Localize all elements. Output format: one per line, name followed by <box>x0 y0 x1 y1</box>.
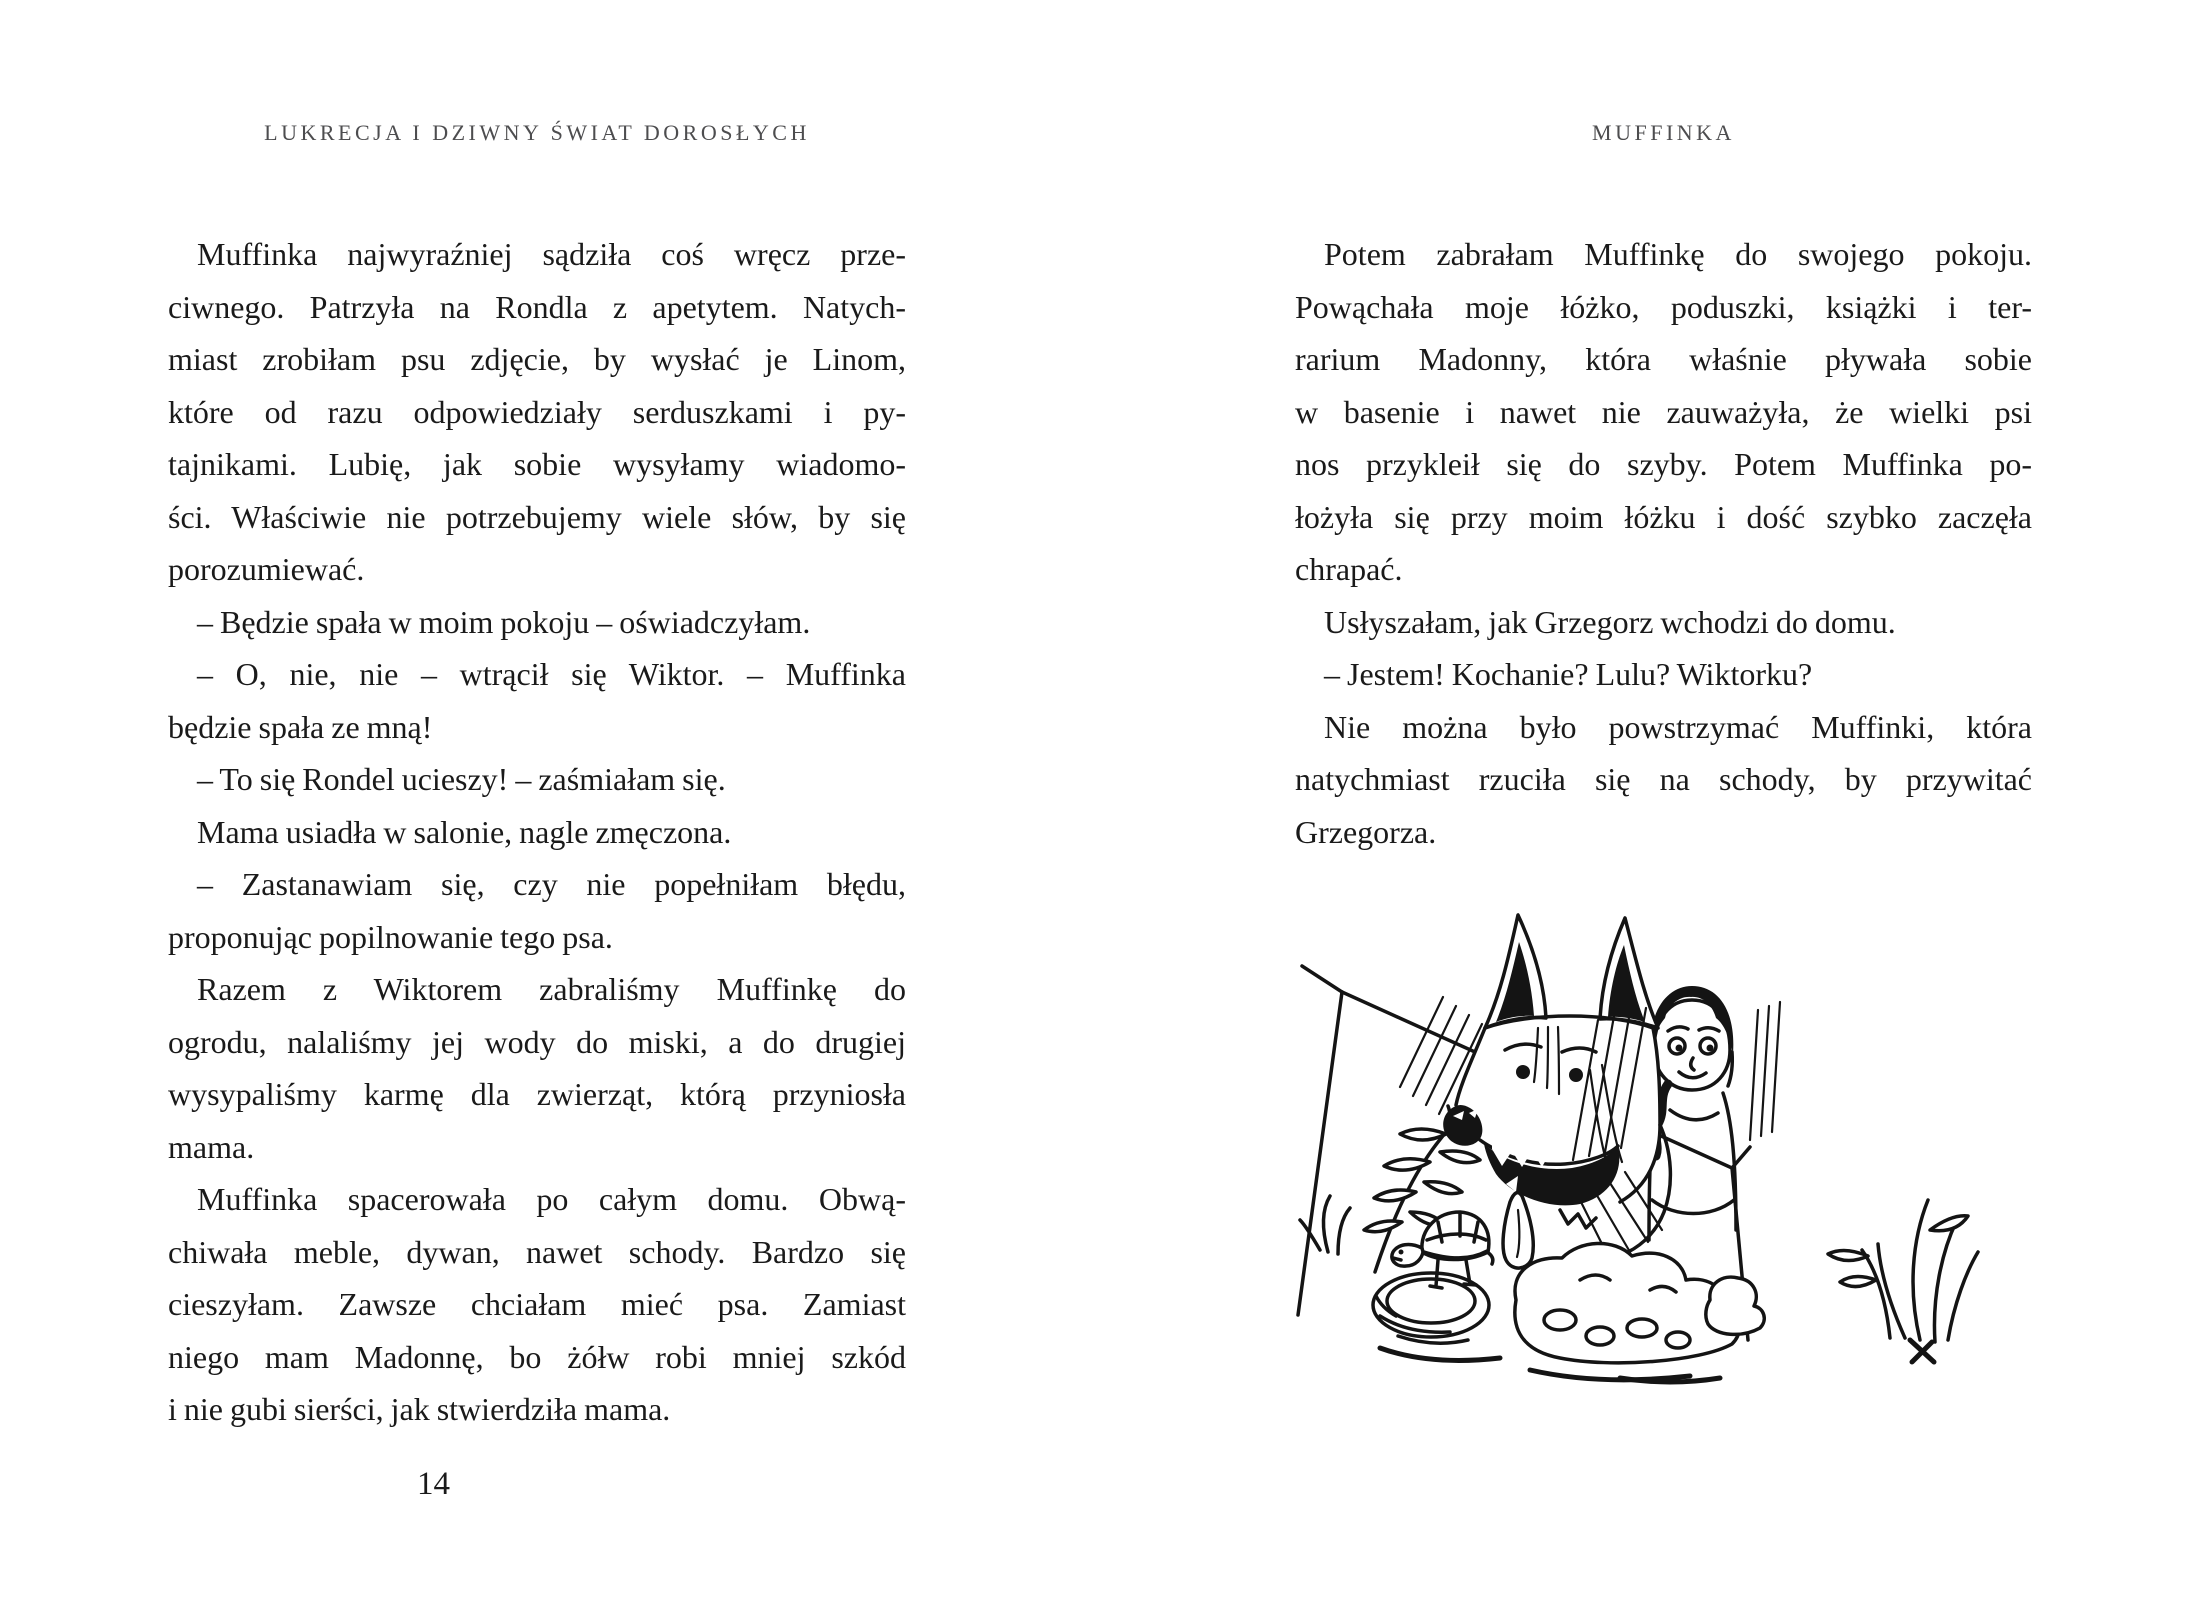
right-page-text <box>1295 228 2032 858</box>
text-line: cieszyłam. Zawsze chciałam mieć psa. Zamiast <box>168 1286 906 1322</box>
right-running-head: MUFFINKA <box>1592 120 1735 145</box>
text-line: – O, nie, nie – wtrącił się Wiktor. – Muffinka <box>197 656 906 692</box>
text-line: rarium Madonny, która właśnie pływała sobie <box>1295 341 2032 377</box>
text-line: które od razu odpowiedziały serduszkami i py- <box>168 393 906 430</box>
terrarium-scene <box>1280 900 2000 1480</box>
text-line: Razem z Wiktorem zabraliśmy Muffinkę do <box>197 971 906 1007</box>
text-line: nos przykleił się do szyby. Potem Muffinka po- <box>1295 446 2032 482</box>
text-line: tajnikami. Lubię, jak sobie wysyłamy wiadomo- <box>168 446 906 482</box>
text-line: miast zrobiłam psu zdjęcie, by wysłać je Linom, <box>168 341 906 377</box>
text-line: mama. <box>168 1128 255 1165</box>
text-line: niego mam Madonnę, bo żółw robi mniej szkód <box>168 1338 906 1375</box>
text-line: Usłyszałam, jak Grzegorz wchodzi do domu. <box>1324 603 1896 640</box>
text-line: Mama usiadła w salonie, nagle zmęczona. <box>197 813 732 850</box>
text-line: – Zastanawiam się, czy nie popełniłam błędu, <box>197 866 906 902</box>
text-line: Nie można było powstrzymać Muffinki, która <box>1324 708 2032 745</box>
dog-right-eye <box>1569 1068 1583 1082</box>
text-line: Grzegorza. <box>1295 813 1437 850</box>
glass-hatching-right <box>1750 1002 1780 1140</box>
text-line: w basenie i nawet nie zauważyła, że wielki psi <box>1295 393 2032 430</box>
turtle-head <box>1392 1245 1423 1267</box>
left-running-head: LUKRECJA I DZIWNY ŚWIAT DOROSŁYCH <box>264 120 810 145</box>
text-line: łożyła się przy moim łóżku i dość szybko zaczęła <box>1295 498 2032 535</box>
text-line: porozumiewać. <box>168 551 365 587</box>
text-line: Muffinka spacerowała po całym domu. Obwą- <box>197 1181 906 1217</box>
plant-right <box>1828 1200 1978 1362</box>
terrarium-illustration <box>1280 900 2000 1480</box>
text-line: Potem zabrałam Muffinkę do swojego pokoju. <box>1324 236 2032 272</box>
text-line: będzie spała ze mną! <box>168 708 433 745</box>
text-line: natychmiast rzuciła się na schody, by przywitać <box>1295 761 2032 797</box>
text-line: i nie gubi sierści, jak stwierdziła mama. <box>168 1391 671 1427</box>
dog-left-eye <box>1516 1065 1530 1079</box>
left-page-text <box>168 228 906 1436</box>
text-line: chrapać. <box>1295 551 1403 587</box>
text-line: proponując popilnowanie tego psa. <box>168 918 613 955</box>
text-line: chiwała meble, dywan, nawet schody. Bardzo się <box>168 1233 906 1270</box>
text-line: ści. Właściwie nie potrzebujemy wiele słów, by się <box>168 498 906 535</box>
text-line: ciwnego. Patrzyła na Rondla z apetytem. Natych- <box>168 288 906 325</box>
text-line: – To się Rondel ucieszy! – zaśmiałam się. <box>197 761 726 797</box>
text-line: ogrodu, nalaliśmy jej wody do miski, a do drugiej <box>168 1023 906 1060</box>
text-line: wysypaliśmy karmę dla zwierząt, którą przyniosła <box>168 1076 906 1112</box>
text-line: Muffinka najwyraźniej sądziła coś wręcz prze- <box>197 236 906 272</box>
dog-illustration <box>1443 915 1670 1268</box>
text-line: – Będzie spała w moim pokoju – oświadczyłam. <box>197 603 811 640</box>
text-line: Powąchała moje łóżko, poduszki, książki i ter- <box>1295 288 2032 325</box>
page-number: 14 <box>417 1466 450 1502</box>
text-line: – Jestem! Kochanie? Lulu? Wiktorku? <box>1324 656 1813 692</box>
